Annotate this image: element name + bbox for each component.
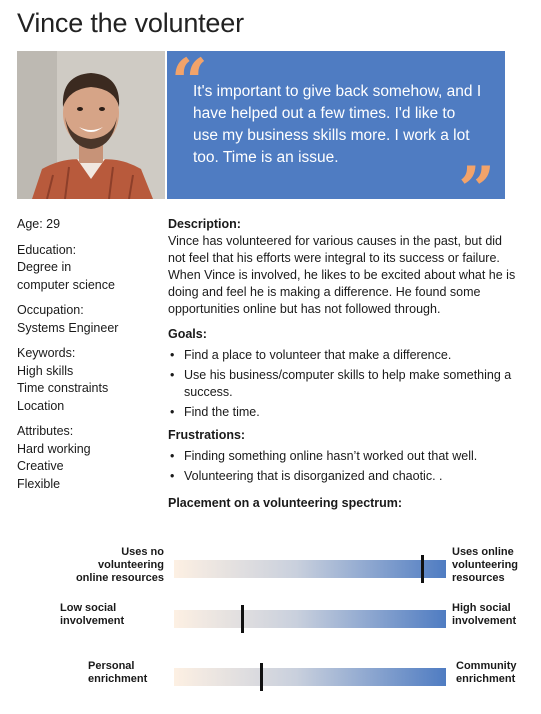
- open-quote-icon: “: [171, 45, 208, 120]
- keywords-block: [17, 345, 157, 415]
- spectrum-right-line: Uses online: [452, 546, 514, 558]
- spectrum-left-line: Low social: [60, 602, 117, 614]
- age-value: Age: 29: [17, 217, 61, 231]
- occupation-block: [17, 302, 157, 337]
- education-label: Education:: [17, 242, 77, 257]
- spectrum-right-line: High social: [452, 602, 511, 614]
- goal-item: • Find a place to volunteer that make a difference.: [168, 347, 518, 364]
- education-block: [17, 242, 157, 295]
- spectrum-marker: [241, 605, 244, 633]
- spectrum-right-line: involvement: [452, 615, 517, 627]
- education-line: Degree in: [17, 260, 72, 274]
- persona-title: Vince the volunteer: [17, 8, 244, 38]
- description-text: Vince has volunteered for various causes in the past, but did not feel that his efforts were integral to its success or failure. When Vince is involved, he likes to be excited about what he is doing and feel he is making a difference. He found some opportunities online but has not followed through.: [168, 234, 516, 316]
- education-line: computer science: [17, 277, 115, 292]
- goal-item: • Find the time.: [168, 404, 518, 421]
- spectrum-row-online: [0, 548, 541, 588]
- spectrum-marker: [260, 663, 263, 691]
- spectrum-bar: [174, 668, 446, 686]
- spectrum-right-label: [452, 546, 518, 585]
- attributes-block: [17, 423, 157, 493]
- persona-photo: [17, 51, 165, 199]
- keyword-item: High skills: [17, 363, 74, 378]
- occupation-value: Systems Engineer: [17, 320, 119, 335]
- persona-narrative: [168, 216, 518, 491]
- spectrum-row-enrichment: [0, 660, 541, 700]
- spectrum-right-line: resources: [452, 572, 505, 584]
- description-label: Description:: [168, 217, 241, 231]
- spectrum-left-line: Uses no: [121, 546, 164, 558]
- frustrations-label: Frustrations:: [168, 428, 246, 442]
- attributes-label: Attributes:: [17, 424, 74, 438]
- profile-details: [17, 216, 157, 501]
- spectrum-left-label: [60, 546, 164, 585]
- persona-quote: It's important to give back somehow, and I have helped out a few times. I'd like to use my business skills more. I work a lot too. Time is an issue.: [193, 83, 482, 166]
- spectrum-left-line: enrichment: [88, 673, 148, 685]
- spectrum-left-line: volunteering: [97, 559, 164, 571]
- spectrum-title: Placement on a volunteering spectrum:: [168, 496, 403, 510]
- spectrum-right-line: enrichment: [456, 673, 516, 685]
- attribute-item: Hard working: [17, 441, 91, 456]
- attribute-item: Creative: [17, 459, 64, 473]
- goals-label: Goals:: [168, 327, 207, 341]
- frustrations-list: [168, 448, 518, 485]
- spectrum-bar: [174, 610, 446, 628]
- spectrum-right-label: [452, 602, 516, 628]
- attribute-item: Flexible: [17, 476, 61, 491]
- occupation-label: Occupation:: [17, 303, 84, 317]
- goal-item: • Use his business/computer skills to help make something a success.: [168, 367, 518, 401]
- spectrum-right-label: [456, 660, 517, 686]
- spectrum-right-line: volunteering: [452, 559, 519, 571]
- keyword-item: Time constraints: [17, 381, 109, 395]
- spectrum-left-label: [88, 660, 148, 686]
- keyword-item: Location: [17, 398, 65, 413]
- spectrum-row-social: [0, 604, 541, 644]
- spectrum-left-line: Personal: [88, 660, 135, 672]
- spectrum-marker: [421, 555, 424, 583]
- spectrum-bar: [174, 560, 446, 578]
- frustration-item: • Volunteering that is disorganized and chaotic. .: [168, 468, 518, 485]
- keywords-label: Keywords:: [17, 346, 76, 360]
- spectrum-left-line: involvement: [60, 615, 125, 627]
- goals-list: [168, 347, 518, 421]
- frustration-item: • Finding something online hasn’t worked out that well.: [168, 448, 518, 465]
- spectrum-right-line: Community: [456, 660, 517, 672]
- spectrum-left-line: online resources: [75, 572, 164, 584]
- close-quote-icon: ”: [458, 153, 495, 228]
- spectrum-left-label: [60, 602, 144, 628]
